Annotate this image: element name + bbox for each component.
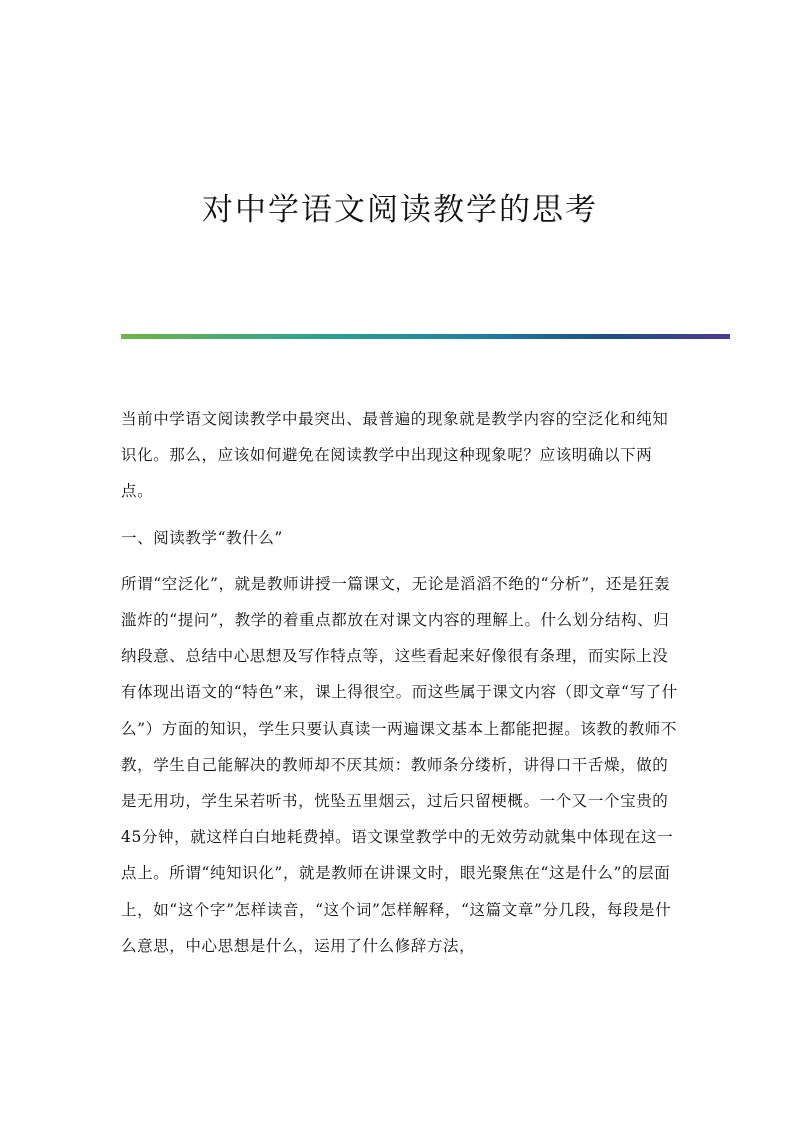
document-body xyxy=(121,401,681,974)
section-heading: 一、阅读教学“教什么” xyxy=(121,528,283,547)
document-title: 对中学语文阅读教学的思考 xyxy=(202,192,598,228)
body-paragraph: 所谓“空泛化”，就是教师讲授一篇课文，无论是滔滔不绝的“分析”，还是狂轰滥炸的“提问”，教学的着重点都放在对课文内容的理解上。什么划分结构、归纳段意、总结中心思想及写作特点等，这些看起来好像很有条理，而实际上没有体现出语文的“特色”来，课上得很空。而这些属于课文内容（即文章“写了什么”）方面的知识，学生只要认真读一两遍课文基本上都能把握。该教的教师不教，学生自己能解决的教师却不厌其烦：教师条分缕析，讲得口干舌燥，做的是无用功，学生呆若听书，恍坠五里烟云，过后只留梗概。一个又一个宝贵的45分钟，就这样白白地耗费掉。语文课堂教学中的无效劳动就集中体现在这一点上。所谓“纯知识化”，就是教师在讲课文时，眼光聚焦在“这是什么”的层面上，如“这个字”怎样读音，“这个词”怎样解释，“这篇文章”分几段，每段是什么意思，中心思想是什么，运用了什么修辞方法， xyxy=(121,574,678,955)
intro-paragraph: 当前中学语文阅读教学中最突出、最普遍的现象就是教学内容的空泛化和纯知识化。那么，应该如何避免在阅读教学中出现这种现象呢？应该明确以下两点。 xyxy=(121,410,669,501)
gradient-divider xyxy=(121,334,730,339)
